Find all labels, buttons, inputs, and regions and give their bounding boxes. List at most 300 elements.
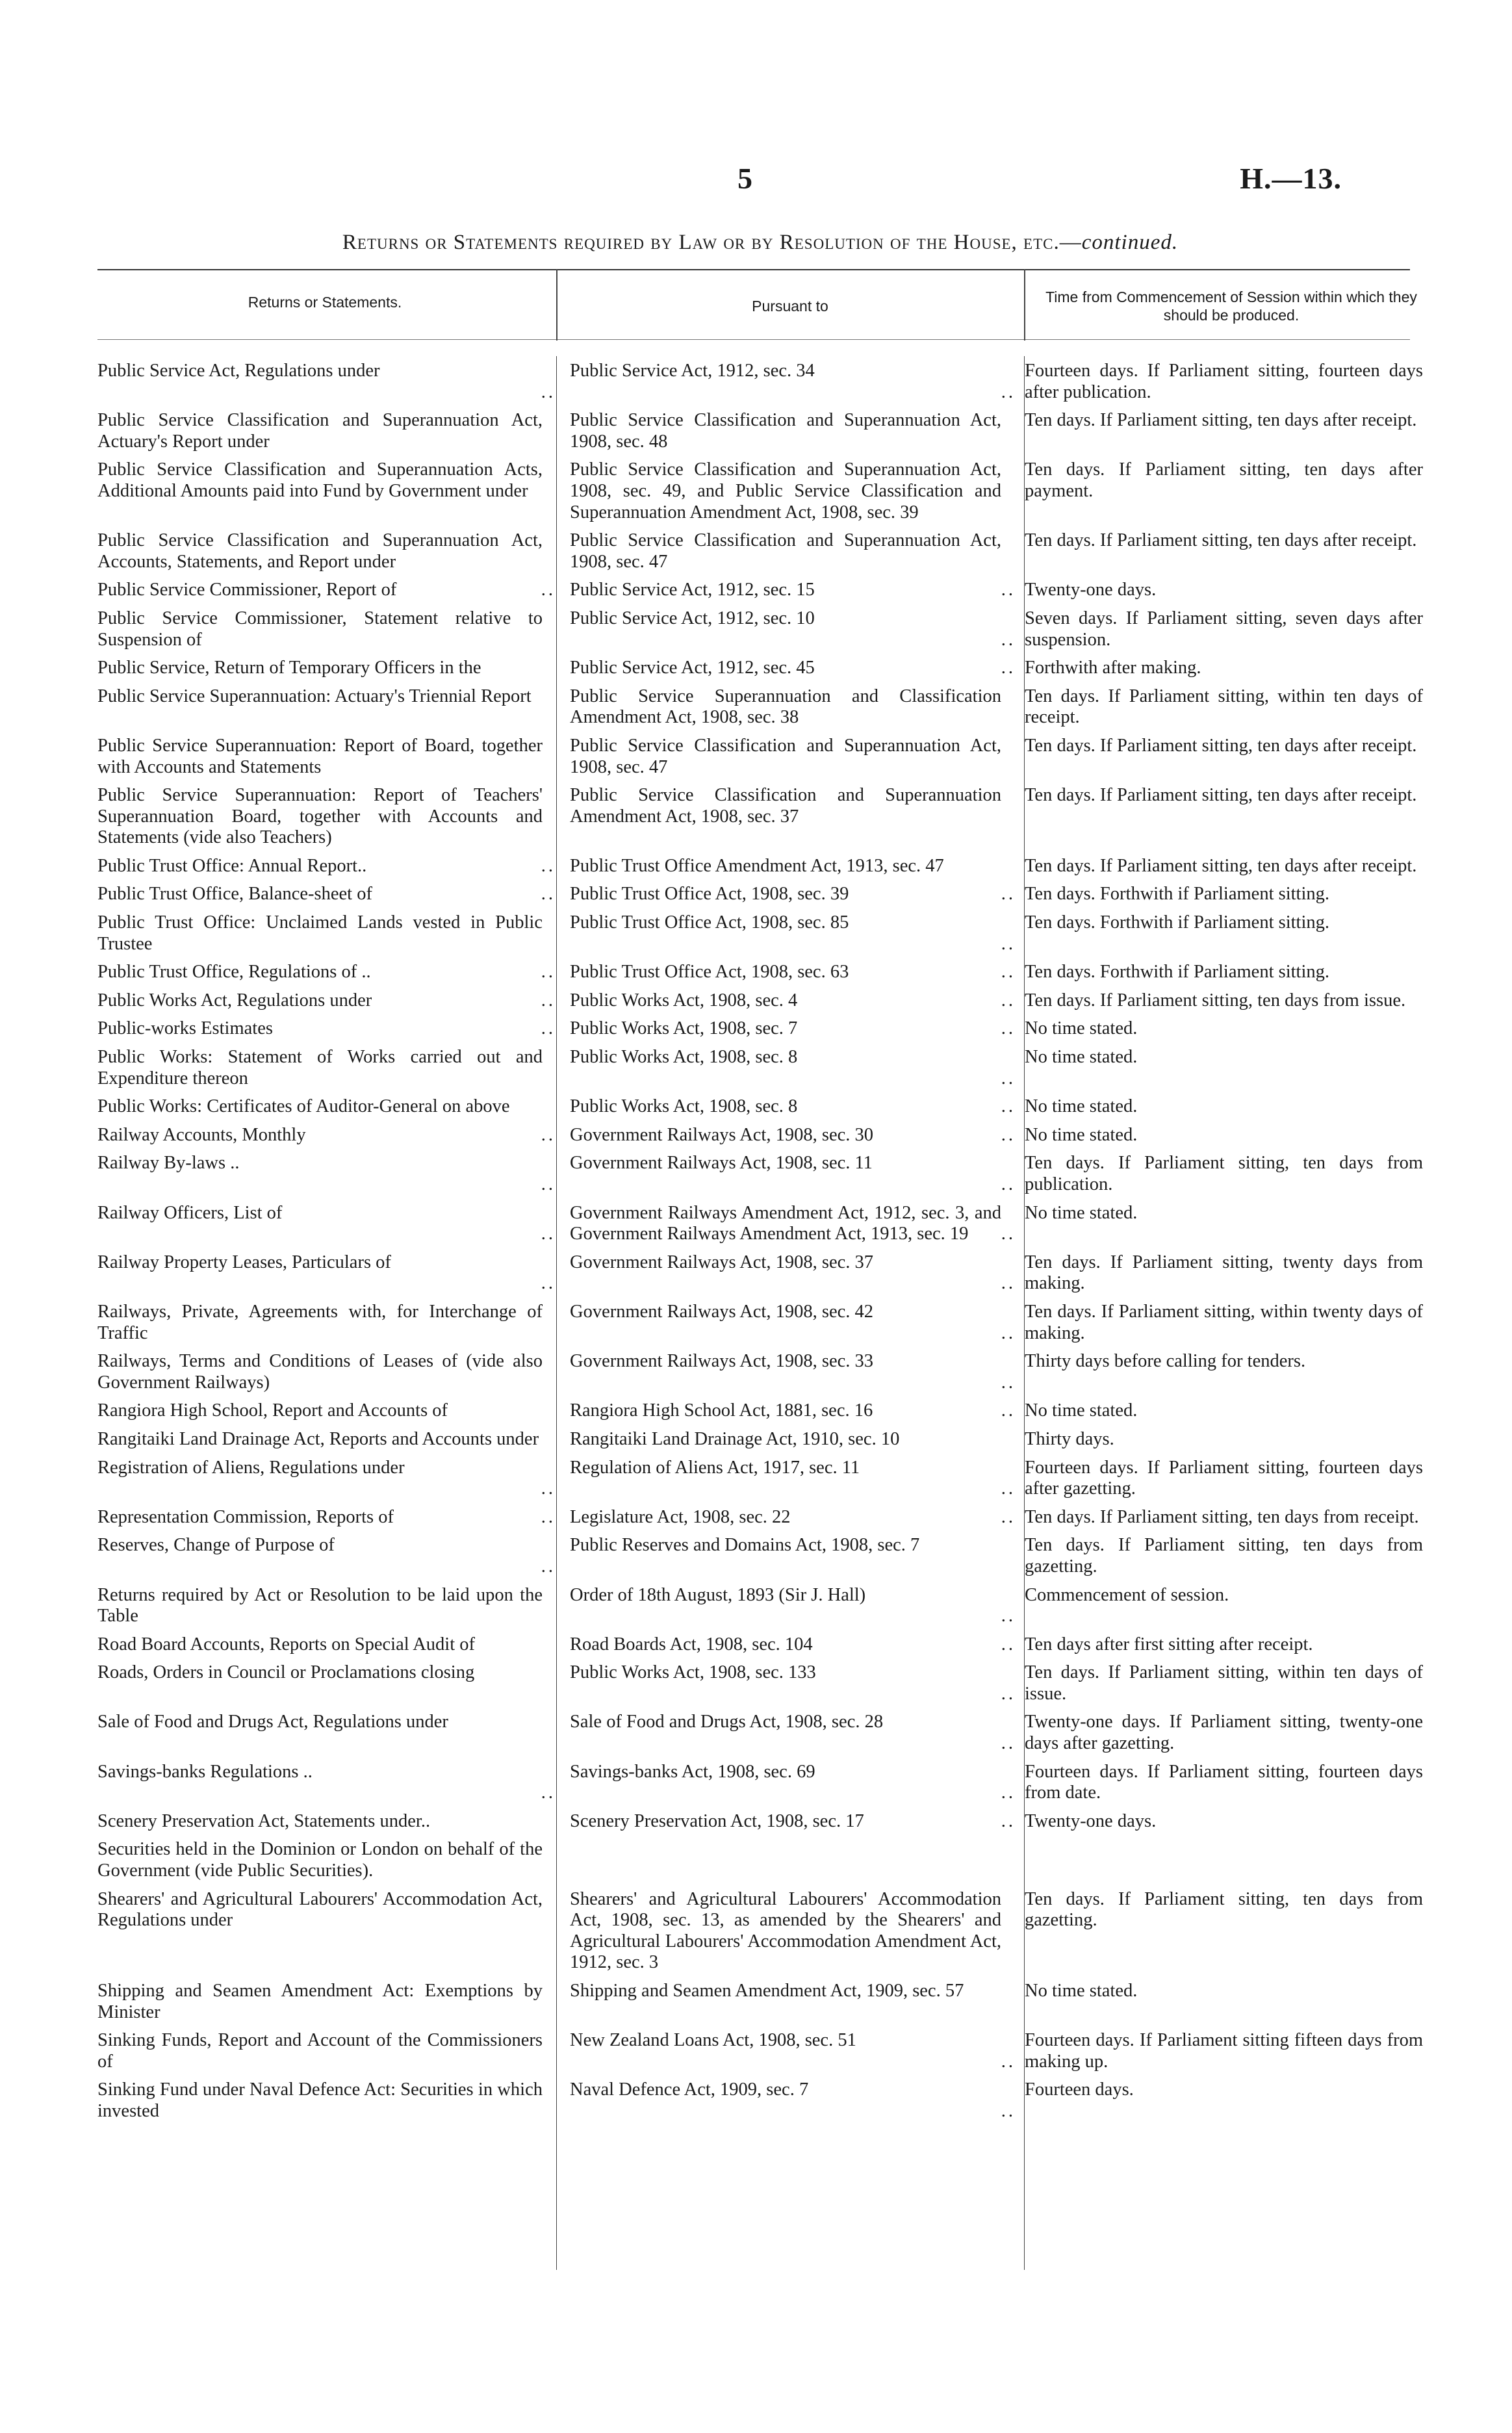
returns-cell <box>97 1507 556 1528</box>
document-code: H.—13. <box>1240 162 1342 195</box>
pursuant-cell <box>556 459 1016 523</box>
column-divider-2 <box>1024 269 1025 341</box>
pursuant-cell-text: Road Boards Act, 1908, sec. 104 <box>570 1634 813 1654</box>
time-cell-text: No time stated. <box>1025 1981 1138 2001</box>
time-cell <box>1016 1712 1423 1754</box>
returns-cell <box>97 1762 556 1804</box>
returns-cell-text: Public Service Classification and Superannuation Acts, Additional Amounts paid into Fund by Government under <box>97 459 543 501</box>
pursuant-cell <box>556 1351 1016 1393</box>
leader-dots: .. <box>541 1506 556 1527</box>
table-row <box>97 1351 1423 1393</box>
returns-cell-text: Reserves, Change of Purpose of <box>97 1535 335 1556</box>
pursuant-cell <box>556 2030 1016 2072</box>
table-row <box>97 1981 1423 2023</box>
time-cell-text: No time stated. <box>1025 1047 1138 1068</box>
pursuant-cell <box>556 1535 1016 1577</box>
returns-cell-text: Sinking Funds, Report and Account of the Commissioners of <box>97 2030 543 2072</box>
pursuant-cell-text: Public Trust Office Act, 1908, sec. 63 <box>570 962 849 983</box>
returns-cell <box>97 1400 556 1422</box>
pursuant-cell-text: Public Service Classification and Superannuation Act, 1908, sec. 47 <box>570 735 1001 777</box>
returns-cell <box>97 785 556 849</box>
time-cell-text: Twenty-one days. <box>1025 1810 1157 1831</box>
pursuant-cell <box>556 884 1016 905</box>
returns-cell <box>97 1252 556 1294</box>
leader-dots: .. <box>1001 2100 1016 2121</box>
returns-cell <box>97 1811 556 1833</box>
time-cell-text: Ten days. If Parliament sitting, within twenty days of making. <box>1025 1301 1423 1343</box>
column-divider-1 <box>556 269 557 341</box>
table-row <box>97 962 1423 983</box>
table-row <box>97 1400 1423 1422</box>
column-header-pursuant: Pursuant to <box>752 298 828 315</box>
returns-cell <box>97 856 556 877</box>
returns-cell-text: Public Service Superannuation: Report of Teachers' Superannuation Board, together with Accounts and Statements (vide also Teachers) <box>97 785 543 848</box>
time-cell-text: Fourteen days. If Parliament sitting fifteen days from making up. <box>1025 2030 1423 2072</box>
pursuant-cell-text: Savings-banks Act, 1908, sec. 69 <box>570 1761 815 1782</box>
pursuant-cell-text: Government Railways Act, 1908, sec. 11 <box>570 1153 873 1174</box>
table-row <box>97 736 1423 778</box>
time-cell <box>1016 1535 1423 1577</box>
leader-dots: .. <box>1001 933 1016 954</box>
table-row <box>97 1535 1423 1577</box>
pursuant-cell-text: Government Railways Act, 1908, sec. 37 <box>570 1252 873 1272</box>
returns-cell-text: Public Service, Return of Temporary Officers in the <box>97 658 481 678</box>
pursuant-cell <box>556 1018 1016 1040</box>
time-cell-text: Thirty days before calling for tenders. <box>1025 1351 1306 1372</box>
leader-dots: .. <box>541 962 556 983</box>
time-cell <box>1016 1662 1423 1705</box>
table-row <box>97 1585 1423 1627</box>
returns-cell <box>97 962 556 983</box>
leader-dots: .. <box>1001 1018 1016 1039</box>
time-cell <box>1016 361 1423 403</box>
table-row <box>97 1458 1423 1500</box>
time-cell-text: Ten days. If Parliament sitting, ten days after receipt. <box>1025 735 1417 756</box>
table-row <box>97 1018 1423 1040</box>
time-cell-text: Fourteen days. If Parliament sitting, fourteen days from date. <box>1025 1761 1423 1803</box>
returns-cell <box>97 459 556 523</box>
returns-cell <box>97 884 556 905</box>
column-header-time: Time from Commencement of Session within which they should be produced. <box>1045 289 1417 324</box>
time-cell <box>1016 658 1423 679</box>
table-row <box>97 658 1423 679</box>
returns-cell-text: Shipping and Seamen Amendment Act: Exemptions by Minister <box>97 1981 543 2022</box>
time-cell-text: Ten days. If Parliament sitting, ten days from gazetting. <box>1025 1535 1423 1577</box>
pursuant-cell-text: Public Service Classification and Superannuation Act, 1908, sec. 48 <box>570 410 1001 452</box>
time-cell-text: No time stated. <box>1025 1096 1138 1117</box>
time-cell <box>1016 785 1423 849</box>
time-cell-text: No time stated. <box>1025 1400 1138 1421</box>
time-cell <box>1016 856 1423 877</box>
pursuant-cell <box>556 1125 1016 1146</box>
time-cell-text: Fourteen days. If Parliament sitting, fourteen days after gazetting. <box>1025 1457 1423 1499</box>
table-row <box>97 686 1423 728</box>
table-row <box>97 912 1423 955</box>
time-cell-text: Ten days. If Parliament sitting, within ten days of receipt. <box>1025 686 1423 728</box>
returns-cell <box>97 658 556 679</box>
pursuant-cell-text: Rangiora High School Act, 1881, sec. 16 <box>570 1400 873 1421</box>
returns-cell-text: Public Service Superannuation: Actuary's Triennial Report <box>97 686 532 706</box>
pursuant-cell-text: Public Works Act, 1908, sec. 8 <box>570 1047 798 1068</box>
time-cell-text: No time stated. <box>1025 1124 1138 1145</box>
leader-dots: .. <box>1001 990 1016 1011</box>
table-top-rule <box>97 269 1410 270</box>
leader-dots: .. <box>541 1018 556 1039</box>
table-row <box>97 1634 1423 1656</box>
table-row <box>97 608 1423 650</box>
time-cell <box>1016 1429 1423 1450</box>
time-cell <box>1016 1153 1423 1195</box>
table-row <box>97 361 1423 403</box>
pursuant-cell <box>556 962 1016 983</box>
pursuant-cell <box>556 608 1016 650</box>
time-cell <box>1016 1351 1423 1393</box>
returns-cell <box>97 1662 556 1705</box>
returns-cell <box>97 1125 556 1146</box>
leader-dots: .. <box>541 990 556 1011</box>
returns-cell-text: Scenery Preservation Act, Statements under.. <box>97 1810 431 1831</box>
time-cell <box>1016 962 1423 983</box>
leader-dots: .. <box>1001 658 1016 678</box>
leader-dots: .. <box>541 884 556 905</box>
returns-cell <box>97 530 556 573</box>
returns-cell <box>97 1047 556 1089</box>
pursuant-cell <box>556 1153 1016 1195</box>
returns-cell-text: Savings-banks Regulations .. <box>97 1761 313 1782</box>
time-cell <box>1016 1507 1423 1528</box>
returns-cell <box>97 1096 556 1118</box>
returns-cell-text: Railways, Terms and Conditions of Leases of (vide also Government Railways) <box>97 1351 543 1393</box>
time-cell <box>1016 580 1423 601</box>
pursuant-cell-text: Public Service Classification and Superannuation Act, 1908, sec. 49, and Public Service Classification and Superannuation Amendment Act, 1908, sec. 39 <box>570 459 1001 522</box>
pursuant-cell <box>556 856 1016 877</box>
pursuant-cell-text: Public Trust Office Amendment Act, 1913, sec. 47 <box>570 855 944 876</box>
time-cell <box>1016 2030 1423 2072</box>
time-cell <box>1016 1047 1423 1089</box>
returns-cell <box>97 1203 556 1245</box>
pursuant-cell-text: Public Service Classification and Superannuation Act, 1908, sec. 47 <box>570 530 1001 572</box>
returns-cell <box>97 361 556 403</box>
table-row <box>97 856 1423 877</box>
time-cell-text: Ten days. If Parliament sitting, ten days after receipt. <box>1025 530 1417 551</box>
time-cell <box>1016 1981 1423 2023</box>
returns-cell <box>97 1889 556 1974</box>
table-row <box>97 785 1423 849</box>
time-cell <box>1016 1125 1423 1146</box>
pursuant-cell <box>556 1429 1016 1450</box>
time-cell <box>1016 1889 1423 1974</box>
pursuant-cell-text: Public Trust Office Act, 1908, sec. 85 <box>570 912 849 933</box>
table-row <box>97 1662 1423 1705</box>
page-title-continued: continued. <box>1081 231 1179 254</box>
leader-dots: .. <box>1001 1322 1016 1343</box>
pursuant-cell-text: Public Service Act, 1912, sec. 15 <box>570 580 815 600</box>
table-row <box>97 990 1423 1012</box>
pursuant-cell <box>556 580 1016 601</box>
pursuant-cell <box>556 990 1016 1012</box>
returns-cell-text: Public Trust Office: Annual Report.. <box>97 855 367 876</box>
table-row <box>97 1889 1423 1974</box>
time-cell-text: Fourteen days. If Parliament sitting, fourteen days after publication. <box>1025 361 1423 402</box>
time-cell <box>1016 2079 1423 2122</box>
time-cell-text: Ten days. If Parliament sitting, ten days after receipt. <box>1025 785 1417 806</box>
returns-cell <box>97 912 556 955</box>
returns-cell-text: Sinking Fund under Naval Defence Act: Securities in which invested <box>97 2079 543 2121</box>
pursuant-cell <box>556 1981 1016 2023</box>
pursuant-cell-text: Legislature Act, 1908, sec. 22 <box>570 1506 791 1527</box>
returns-cell <box>97 1302 556 1344</box>
pursuant-cell <box>556 1096 1016 1118</box>
returns-cell-text: Railway Property Leases, Particulars of <box>97 1252 391 1272</box>
table-row <box>97 1429 1423 1450</box>
returns-cell-text: Public Trust Office, Regulations of .. <box>97 962 371 983</box>
pursuant-cell <box>556 1811 1016 1833</box>
time-cell <box>1016 1302 1423 1344</box>
leader-dots: .. <box>1001 1174 1016 1194</box>
returns-cell <box>97 1839 556 1881</box>
leader-dots: .. <box>1001 884 1016 905</box>
returns-cell-text: Public Trust Office: Unclaimed Lands vested in Public Trustee <box>97 912 543 954</box>
time-cell <box>1016 1018 1423 1040</box>
pursuant-cell <box>556 1762 1016 1804</box>
returns-cell <box>97 1535 556 1577</box>
leader-dots: .. <box>541 855 556 876</box>
time-cell-text: Ten days. If Parliament sitting, ten days from publication. <box>1025 1153 1423 1194</box>
table-row <box>97 1203 1423 1245</box>
returns-cell <box>97 1018 556 1040</box>
returns-cell-text: Public Service Classification and Superannuation Act, Accounts, Statements, and Report under <box>97 530 543 572</box>
pursuant-cell-text: Government Railways Act, 1908, sec. 42 <box>570 1301 873 1322</box>
pursuant-cell-text: Public Works Act, 1908, sec. 4 <box>570 990 798 1011</box>
pursuant-cell-text: Naval Defence Act, 1909, sec. 7 <box>570 2079 809 2100</box>
time-cell-text: Commencement of session. <box>1025 1584 1229 1605</box>
returns-cell-text: Public Works: Statement of Works carried out and Expenditure thereon <box>97 1047 543 1088</box>
leader-dots: .. <box>541 1174 556 1194</box>
table-row <box>97 410 1423 452</box>
table-row <box>97 1762 1423 1804</box>
time-cell <box>1016 1762 1423 1804</box>
leader-dots: .. <box>1001 1634 1016 1654</box>
leader-dots: .. <box>1001 629 1016 650</box>
pursuant-cell <box>556 1712 1016 1754</box>
pursuant-cell-text: Public Works Act, 1908, sec. 8 <box>570 1096 798 1117</box>
table-row <box>97 1302 1423 1344</box>
leader-dots: .. <box>1001 1068 1016 1088</box>
time-cell-text: Ten days. Forthwith if Parliament sitting. <box>1025 884 1329 905</box>
pursuant-cell <box>556 1839 1016 1881</box>
leader-dots: .. <box>1001 2051 1016 2072</box>
leader-dots: .. <box>1001 381 1016 402</box>
time-cell <box>1016 736 1423 778</box>
pursuant-cell-text: Public Service Act, 1912, sec. 34 <box>570 361 815 381</box>
table-row <box>97 1507 1423 1528</box>
leader-dots: .. <box>1001 580 1016 600</box>
time-cell <box>1016 686 1423 728</box>
time-cell <box>1016 912 1423 955</box>
time-cell <box>1016 1585 1423 1627</box>
leader-dots: .. <box>541 381 556 402</box>
pursuant-cell-text: Public Works Act, 1908, sec. 7 <box>570 1018 798 1039</box>
returns-cell-text: Shearers' and Agricultural Labourers' Accommodation Act, Regulations under <box>97 1888 543 1931</box>
returns-cell <box>97 990 556 1012</box>
returns-cell <box>97 1634 556 1656</box>
leader-dots: .. <box>1001 1810 1016 1831</box>
time-cell <box>1016 1634 1423 1656</box>
leader-dots: .. <box>1001 1733 1016 1754</box>
table-row <box>97 1252 1423 1294</box>
leader-dots: .. <box>541 1783 556 1803</box>
time-cell <box>1016 459 1423 523</box>
pursuant-cell <box>556 1047 1016 1089</box>
time-cell-text: Ten days. Forthwith if Parliament sitting. <box>1025 912 1329 933</box>
pursuant-cell <box>556 410 1016 452</box>
pursuant-cell-text: Order of 18th August, 1893 (Sir J. Hall) <box>570 1584 866 1605</box>
time-cell <box>1016 530 1423 573</box>
time-cell-text: Ten days. If Parliament sitting, within ten days of issue. <box>1025 1662 1423 1704</box>
returns-cell-text: Railway By-laws .. <box>97 1153 240 1174</box>
returns-cell-text: Roads, Orders in Council or Proclamations closing <box>97 1662 475 1683</box>
table-row <box>97 1811 1423 1833</box>
pursuant-cell-text: Public Works Act, 1908, sec. 133 <box>570 1662 816 1683</box>
leader-dots: .. <box>1001 962 1016 983</box>
time-cell <box>1016 1252 1423 1294</box>
returns-cell <box>97 1429 556 1450</box>
time-cell-text: Ten days. If Parliament sitting, ten days after receipt. <box>1025 855 1417 876</box>
pursuant-cell <box>556 1585 1016 1627</box>
page-title-main: Returns or Statements required by Law or by Resolution of the House, etc.— <box>342 231 1082 254</box>
table-row <box>97 1712 1423 1754</box>
returns-cell-text: Representation Commission, Reports of <box>97 1506 394 1527</box>
returns-cell <box>97 410 556 452</box>
leader-dots: .. <box>1001 1273 1016 1294</box>
pursuant-cell <box>556 361 1016 403</box>
returns-cell <box>97 580 556 601</box>
time-cell-text: Seven days. If Parliament sitting, seven days after suspension. <box>1025 608 1423 650</box>
pursuant-cell <box>556 658 1016 679</box>
time-cell-text: Ten days. Forthwith if Parliament sitting. <box>1025 962 1329 983</box>
time-cell <box>1016 608 1423 650</box>
pursuant-cell <box>556 686 1016 728</box>
returns-cell <box>97 608 556 650</box>
returns-cell-text: Sale of Food and Drugs Act, Regulations under <box>97 1712 448 1732</box>
table-row <box>97 1153 1423 1195</box>
pursuant-cell <box>556 2079 1016 2122</box>
leader-dots: .. <box>1001 1224 1016 1244</box>
returns-cell-text: Public Works Act, Regulations under <box>97 990 372 1011</box>
pursuant-cell-text: Regulation of Aliens Act, 1917, sec. 11 <box>570 1457 860 1478</box>
leader-dots: .. <box>541 1124 556 1145</box>
pursuant-cell-text: Public Trust Office Act, 1908, sec. 39 <box>570 884 849 905</box>
leader-dots: .. <box>1001 1683 1016 1704</box>
pursuant-cell <box>556 530 1016 573</box>
time-cell-text: Thirty days. <box>1025 1428 1114 1449</box>
returns-cell-text: Rangiora High School, Report and Accounts of <box>97 1400 448 1421</box>
pursuant-cell-text: Scenery Preservation Act, 1908, sec. 17 <box>570 1810 864 1831</box>
returns-cell-text: Public-works Estimates <box>97 1018 273 1039</box>
pursuant-cell-text: Government Railways Amendment Act, 1912, sec. 3, and Government Railways Amendment Act, 1913, sec. 19 <box>570 1202 1001 1244</box>
table-row <box>97 580 1423 601</box>
time-cell-text: Ten days. If Parliament sitting, ten days after receipt. <box>1025 410 1417 431</box>
pursuant-cell-text: Sale of Food and Drugs Act, 1908, sec. 28 <box>570 1712 884 1732</box>
leader-dots: .. <box>541 1478 556 1499</box>
returns-cell <box>97 1712 556 1754</box>
table-row <box>97 884 1423 905</box>
table-row <box>97 1047 1423 1089</box>
returns-cell <box>97 1153 556 1195</box>
pursuant-cell <box>556 1662 1016 1705</box>
time-cell <box>1016 990 1423 1012</box>
column-header-returns: Returns or Statements. <box>248 294 402 311</box>
pursuant-cell-text: Public Service Classification and Superannuation Amendment Act, 1908, sec. 37 <box>570 785 1001 827</box>
time-cell-text: Ten days. If Parliament sitting, ten days from receipt. <box>1025 1506 1419 1527</box>
time-cell-text: Fourteen days. <box>1025 2079 1134 2100</box>
leader-dots: .. <box>1001 1400 1016 1421</box>
pursuant-cell-text: Public Reserves and Domains Act, 1908, sec. 7 <box>570 1535 920 1556</box>
returns-cell <box>97 2030 556 2072</box>
time-cell <box>1016 1839 1423 1881</box>
returns-cell-text: Securities held in the Dominion or London on behalf of the Government (vide Public Securities). <box>97 1839 543 1881</box>
table-row <box>97 530 1423 573</box>
pursuant-cell-text: Government Railways Act, 1908, sec. 30 <box>570 1124 873 1145</box>
time-cell-text: Twenty-one days. <box>1025 580 1157 600</box>
time-cell-text: Ten days. If Parliament sitting, ten days from issue. <box>1025 990 1406 1011</box>
pursuant-cell <box>556 912 1016 955</box>
leader-dots: .. <box>1001 1606 1016 1627</box>
pursuant-cell <box>556 1252 1016 1294</box>
page-title <box>97 231 1423 255</box>
time-cell <box>1016 884 1423 905</box>
returns-cell-text: Public Service Act, Regulations under <box>97 361 380 381</box>
returns-table <box>97 361 1423 2130</box>
pursuant-cell <box>556 1302 1016 1344</box>
time-cell-text: Forthwith after making. <box>1025 658 1201 678</box>
returns-cell-text: Public Service Classification and Superannuation Act, Actuary's Report under <box>97 410 543 452</box>
returns-cell-text: Railways, Private, Agreements with, for Interchange of Traffic <box>97 1301 543 1343</box>
pursuant-cell-text: Shearers' and Agricultural Labourers' Accommodation Act, 1908, sec. 13, as amended by the Shearers' and Agricultural Labourers' Accommodation Amendment Act, 1912, sec. 3 <box>570 1888 1001 1973</box>
pursuant-cell <box>556 785 1016 849</box>
returns-cell <box>97 736 556 778</box>
pursuant-cell <box>556 1458 1016 1500</box>
pursuant-cell <box>556 1400 1016 1422</box>
returns-cell-text: Registration of Aliens, Regulations under <box>97 1457 405 1478</box>
returns-cell-text: Public Trust Office, Balance-sheet of <box>97 884 372 905</box>
returns-cell-text: Public Service Commissioner, Statement relative to Suspension of <box>97 608 543 650</box>
leader-dots: .. <box>541 1224 556 1244</box>
returns-cell-text: Road Board Accounts, Reports on Special Audit of <box>97 1634 476 1654</box>
pursuant-cell-text: New Zealand Loans Act, 1908, sec. 51 <box>570 2030 856 2051</box>
time-cell <box>1016 1400 1423 1422</box>
time-cell-text: No time stated. <box>1025 1018 1138 1039</box>
table-head-rule <box>97 339 1410 340</box>
leader-dots: .. <box>1001 1783 1016 1803</box>
leader-dots: .. <box>1001 1096 1016 1117</box>
returns-cell-text: Public Service Superannuation: Report of Board, together with Accounts and Statements <box>97 735 543 777</box>
leader-dots: .. <box>1001 1124 1016 1145</box>
leader-dots: .. <box>1001 1506 1016 1527</box>
time-cell-text: Twenty-one days. If Parliament sitting, twenty-one days after gazetting. <box>1025 1712 1423 1754</box>
leader-dots: .. <box>541 1556 556 1577</box>
returns-cell <box>97 1351 556 1393</box>
time-cell-text: No time stated. <box>1025 1202 1138 1223</box>
table-row <box>97 1125 1423 1146</box>
returns-cell <box>97 1981 556 2023</box>
returns-cell-text: Public Service Commissioner, Report of <box>97 580 397 600</box>
returns-cell <box>97 686 556 728</box>
returns-cell-text: Railway Officers, List of <box>97 1202 283 1223</box>
time-cell-text: Ten days. If Parliament sitting, ten days after payment. <box>1025 459 1423 501</box>
returns-cell-text: Public Works: Certificates of Auditor-General on above <box>97 1096 510 1117</box>
leader-dots: .. <box>541 580 556 600</box>
